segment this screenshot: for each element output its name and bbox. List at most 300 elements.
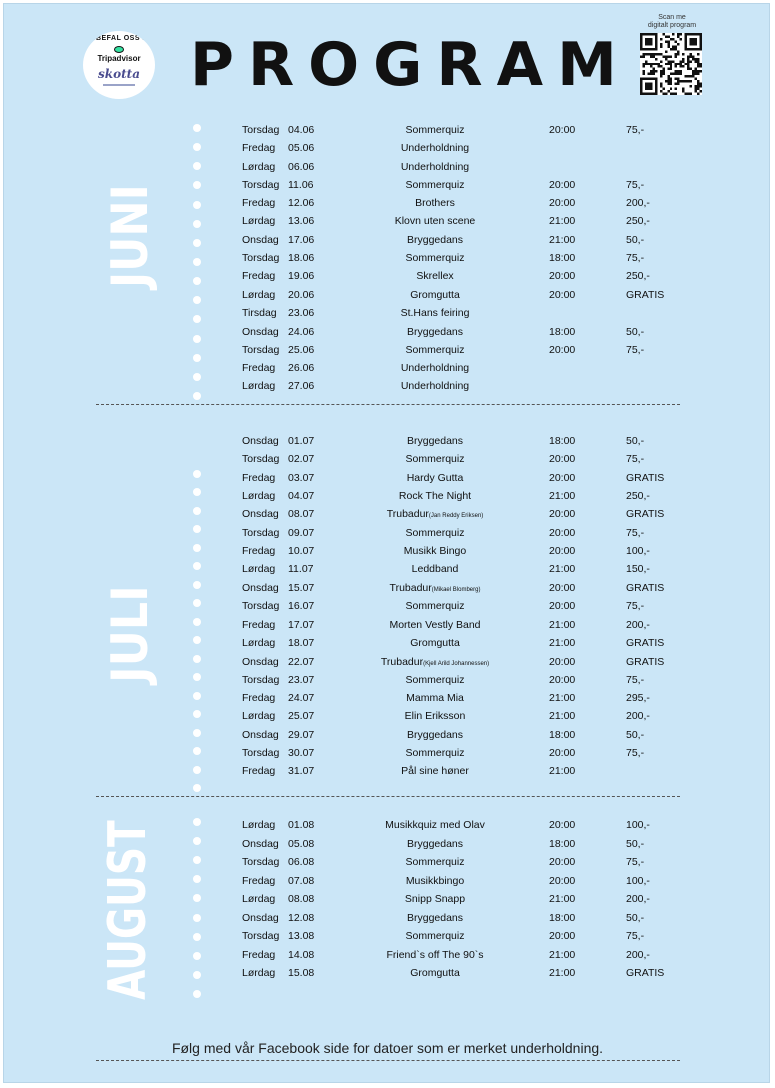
- event-name: [406, 747, 465, 759]
- event-date: 27.06: [288, 380, 315, 392]
- event-time: 21:00: [549, 765, 576, 777]
- event-title: Friend`s off The 90`s: [386, 949, 484, 961]
- logo-venue: skotta: [98, 67, 140, 81]
- table-row: [0, 527, 775, 545]
- event-time: 21:00: [549, 949, 576, 961]
- event-title: Mamma Mia: [406, 692, 464, 704]
- event-date: 15.08: [288, 967, 315, 979]
- event-price: 200,-: [626, 893, 650, 905]
- event-time: 21:00: [549, 215, 576, 227]
- event-time: 20:00: [549, 747, 576, 759]
- event-title: Pål sine høner: [401, 765, 469, 777]
- event-time: 20:00: [549, 875, 576, 887]
- event-name: [416, 270, 453, 282]
- event-date: 09.07: [288, 527, 315, 539]
- event-name: [407, 838, 463, 850]
- event-price: 100,-: [626, 545, 650, 557]
- table-row: [0, 967, 775, 985]
- event-price: 50,-: [626, 912, 645, 924]
- event-title: Leddband: [411, 563, 459, 575]
- event-title: Sommerquiz: [405, 674, 465, 686]
- logo-underline: [103, 84, 135, 86]
- event-price: 250,-: [626, 270, 650, 282]
- event-date: 13.08: [288, 930, 315, 942]
- table-row: [0, 545, 775, 563]
- event-title: Gromgutta: [410, 637, 460, 649]
- event-title: Musikk Bingo: [403, 545, 467, 557]
- event-title: Sommerquiz: [405, 453, 465, 465]
- event-date: 05.08: [288, 838, 315, 850]
- qr-code-icon[interactable]: [640, 33, 702, 95]
- tripadvisor-logo: [83, 31, 155, 99]
- event-day: Onsdag: [242, 326, 279, 338]
- event-date: 02.07: [288, 453, 315, 465]
- table-row: [0, 124, 775, 142]
- event-day: Torsdag: [242, 252, 280, 264]
- event-time: 21:00: [549, 234, 576, 246]
- event-date: 07.08: [288, 875, 315, 887]
- month-label-juli: JULI: [101, 585, 159, 683]
- event-date: 23.06: [288, 307, 315, 319]
- event-date: 15.07: [288, 582, 315, 594]
- event-date: 24.06: [288, 326, 315, 338]
- event-name: [407, 435, 463, 447]
- event-day: Fredag: [242, 197, 276, 209]
- event-title: Underholdning: [400, 362, 470, 374]
- event-price: 100,-: [626, 875, 650, 887]
- decorative-dot: [193, 990, 201, 998]
- event-title: Musikkbingo: [405, 875, 465, 887]
- event-name: [406, 856, 465, 868]
- event-time: 20:00: [549, 124, 576, 136]
- event-name: [406, 930, 465, 942]
- event-date: 06.06: [288, 161, 315, 173]
- event-price: 75,-: [626, 453, 645, 465]
- event-date: 11.07: [288, 563, 314, 575]
- event-day: Fredag: [242, 545, 276, 557]
- event-title: Trubadur: [389, 582, 432, 594]
- event-day: Onsdag: [242, 508, 279, 520]
- event-name: [405, 893, 465, 905]
- table-row: [0, 765, 775, 783]
- event-name: [401, 380, 469, 392]
- table-row: [0, 582, 775, 600]
- event-time: 21:00: [549, 893, 576, 905]
- event-time: 21:00: [549, 563, 576, 575]
- event-price: GRATIS: [626, 656, 665, 668]
- month-label-juni: JUNI: [101, 184, 159, 288]
- event-price: 150,-: [626, 563, 650, 575]
- table-row: [0, 435, 775, 453]
- event-name: [407, 472, 464, 484]
- qr-caption-line1: Scan me: [658, 14, 686, 21]
- event-title: Underholdning: [400, 380, 470, 392]
- event-name: [407, 912, 463, 924]
- month-label-august: AUGUST: [98, 820, 158, 1000]
- event-name: [401, 362, 469, 374]
- event-date: 16.07: [288, 600, 315, 612]
- logo-recommend-text: ANBEFAL OSS PÅ: [84, 35, 154, 42]
- event-title: Sommerquiz: [405, 252, 465, 264]
- table-row: [0, 747, 775, 765]
- event-day: Fredag: [242, 270, 276, 282]
- event-day: Torsdag: [242, 179, 280, 191]
- event-price: GRATIS: [626, 967, 665, 979]
- logo-brand: Tripadvisor: [97, 54, 141, 63]
- event-time: 20:00: [549, 545, 576, 557]
- event-title: Snipp Snapp: [404, 893, 466, 905]
- event-time: 20:00: [549, 453, 576, 465]
- event-name: [406, 674, 465, 686]
- event-name: [401, 765, 469, 777]
- event-name: [387, 508, 484, 520]
- event-title: Bryggedans: [406, 435, 464, 447]
- event-day: Fredag: [242, 692, 276, 704]
- table-row: [0, 637, 775, 655]
- event-day: Torsdag: [242, 124, 280, 136]
- event-time: 21:00: [549, 710, 576, 722]
- event-day: Onsdag: [242, 582, 279, 594]
- event-day: Fredag: [242, 142, 276, 154]
- month-divider: [96, 796, 680, 797]
- event-time: 20:00: [549, 582, 576, 594]
- event-time: 21:00: [549, 490, 576, 502]
- event-price: 50,-: [626, 729, 645, 741]
- event-date: 17.06: [288, 234, 315, 246]
- event-title: Rock The Night: [398, 490, 472, 502]
- event-name: [407, 729, 463, 741]
- event-date: 19.06: [288, 270, 315, 282]
- event-title: Bryggedans: [406, 234, 464, 246]
- table-row: [0, 838, 775, 856]
- event-price: 75,-: [626, 527, 645, 539]
- event-day: Onsdag: [242, 656, 279, 668]
- event-name: [410, 637, 460, 649]
- table-row: [0, 270, 775, 288]
- event-date: 17.07: [288, 619, 315, 631]
- table-row: [0, 472, 775, 490]
- table-row: [0, 875, 775, 893]
- event-name: [406, 124, 465, 136]
- table-row: [0, 453, 775, 471]
- event-date: 10.07: [288, 545, 315, 557]
- event-time: 20:00: [549, 856, 576, 868]
- table-row: [0, 179, 775, 197]
- event-price: 75,-: [626, 179, 645, 191]
- event-date: 25.07: [288, 710, 315, 722]
- event-time: 18:00: [549, 435, 576, 447]
- table-row: [0, 729, 775, 747]
- table-row: [0, 362, 775, 380]
- event-price: 75,-: [626, 252, 645, 264]
- event-day: Fredag: [242, 619, 276, 631]
- event-price: 100,-: [626, 819, 650, 831]
- decorative-dot: [193, 784, 201, 792]
- event-day: Torsdag: [242, 527, 280, 539]
- event-day: Onsdag: [242, 234, 279, 246]
- event-price: 200,-: [626, 619, 650, 631]
- event-price: 75,-: [626, 747, 645, 759]
- table-row: [0, 656, 775, 674]
- event-performer: (Mikael Blomberg): [431, 587, 481, 593]
- event-name: [389, 619, 480, 631]
- event-date: 14.08: [288, 949, 315, 961]
- event-name: [390, 582, 481, 594]
- event-date: 04.07: [288, 490, 315, 502]
- event-date: 06.08: [288, 856, 315, 868]
- event-time: 20:00: [549, 819, 576, 831]
- table-row: [0, 234, 775, 252]
- event-day: Torsdag: [242, 600, 280, 612]
- event-title: Sommerquiz: [405, 124, 465, 136]
- event-date: 05.06: [288, 142, 315, 154]
- event-price: GRATIS: [626, 637, 665, 649]
- event-title: Sommerquiz: [405, 747, 465, 759]
- event-date: 08.08: [288, 893, 315, 905]
- event-title: St.Hans feiring: [400, 307, 470, 319]
- event-name: [406, 875, 464, 887]
- event-title: Skrellex: [416, 270, 454, 282]
- event-time: 20:00: [549, 270, 576, 282]
- event-name: [406, 179, 465, 191]
- event-day: Fredag: [242, 362, 276, 374]
- event-time: 20:00: [549, 930, 576, 942]
- event-date: 13.06: [288, 215, 315, 227]
- event-day: Fredag: [242, 765, 276, 777]
- event-time: 18:00: [549, 838, 576, 850]
- event-time: 18:00: [549, 729, 576, 741]
- event-day: Fredag: [242, 472, 276, 484]
- event-date: 29.07: [288, 729, 315, 741]
- table-row: [0, 307, 775, 325]
- event-name: [381, 656, 489, 668]
- event-title: Underholdning: [400, 142, 470, 154]
- event-day: Lørdag: [242, 161, 276, 173]
- event-title: Bryggedans: [406, 729, 464, 741]
- event-price: 295,-: [626, 692, 650, 704]
- event-price: 75,-: [626, 930, 645, 942]
- event-price: GRATIS: [626, 582, 665, 594]
- event-title: Bryggedans: [406, 838, 464, 850]
- event-day: Lørdag: [242, 490, 276, 502]
- event-day: Fredag: [242, 875, 276, 887]
- event-time: 18:00: [549, 252, 576, 264]
- event-day: Onsdag: [242, 729, 279, 741]
- event-day: Torsdag: [242, 930, 280, 942]
- event-name: [386, 949, 483, 961]
- footer-note: Følg med vår Facebook side for datoer som er merket underholdning.: [171, 1040, 604, 1056]
- event-price: GRATIS: [626, 289, 665, 301]
- table-row: [0, 674, 775, 692]
- table-row: [0, 326, 775, 344]
- event-title: Trubadur: [380, 656, 424, 668]
- event-title: Bryggedans: [406, 326, 464, 338]
- event-time: 20:00: [549, 508, 576, 520]
- event-date: 26.06: [288, 362, 315, 374]
- event-name: [395, 215, 476, 227]
- event-day: Torsdag: [242, 674, 280, 686]
- event-name: [412, 563, 459, 575]
- event-name: [404, 545, 466, 557]
- event-title: Gromgutta: [410, 289, 460, 301]
- event-time: 20:00: [549, 600, 576, 612]
- event-time: 21:00: [549, 619, 576, 631]
- table-row: [0, 215, 775, 233]
- event-time: 18:00: [549, 912, 576, 924]
- event-date: 12.08: [288, 912, 315, 924]
- table-row: [0, 692, 775, 710]
- event-price: 50,-: [626, 838, 645, 850]
- event-name: [406, 600, 465, 612]
- event-title: Gromgutta: [410, 967, 460, 979]
- event-day: Tirsdag: [242, 307, 277, 319]
- table-row: [0, 619, 775, 637]
- event-time: 20:00: [549, 656, 576, 668]
- event-name: [405, 710, 466, 722]
- event-date: 12.06: [288, 197, 315, 209]
- event-time: 20:00: [549, 289, 576, 301]
- footer-divider: [96, 1060, 680, 1061]
- event-day: Torsdag: [242, 747, 280, 759]
- event-name: [407, 234, 463, 246]
- event-price: 50,-: [626, 435, 645, 447]
- event-day: Lørdag: [242, 637, 276, 649]
- event-name: [399, 490, 471, 502]
- event-time: 20:00: [549, 674, 576, 686]
- event-day: Fredag: [242, 949, 276, 961]
- table-row: [0, 490, 775, 508]
- event-title: Sommerquiz: [405, 600, 465, 612]
- event-name: [415, 197, 455, 209]
- event-date: 01.07: [288, 435, 315, 447]
- qr-caption-line2: digitalt program: [647, 22, 697, 29]
- event-title: Musikkquiz med Olav: [385, 819, 485, 831]
- event-date: 18.06: [288, 252, 315, 264]
- event-time: 20:00: [549, 179, 576, 191]
- event-day: Lørdag: [242, 710, 276, 722]
- table-row: [0, 197, 775, 215]
- event-price: 75,-: [626, 674, 645, 686]
- event-price: 50,-: [626, 234, 645, 246]
- event-time: 18:00: [549, 326, 576, 338]
- event-price: 75,-: [626, 344, 645, 356]
- month-divider: [96, 404, 680, 405]
- event-name: [410, 289, 460, 301]
- owl-icon: [114, 46, 124, 53]
- event-title: Hardy Gutta: [406, 472, 464, 484]
- event-day: Lørdag: [242, 819, 276, 831]
- event-price: 50,-: [626, 326, 645, 338]
- event-price: 75,-: [626, 124, 645, 136]
- event-title: Brothers: [415, 197, 455, 209]
- event-price: 200,-: [626, 949, 650, 961]
- event-title: Sommerquiz: [405, 856, 465, 868]
- event-name: [401, 142, 469, 154]
- event-day: Torsdag: [242, 344, 280, 356]
- event-date: 24.07: [288, 692, 315, 704]
- event-price: 200,-: [626, 197, 650, 209]
- table-row: [0, 893, 775, 911]
- event-name: [385, 819, 485, 831]
- event-name: [407, 326, 463, 338]
- event-title: Trubadur: [386, 508, 429, 520]
- event-performer: (Kjell Arild Johannessen): [423, 661, 490, 667]
- event-price: 250,-: [626, 215, 650, 227]
- event-name: [406, 527, 465, 539]
- event-name: [406, 453, 465, 465]
- event-name: [401, 161, 469, 173]
- event-date: 20.06: [288, 289, 315, 301]
- table-row: [0, 600, 775, 618]
- event-name: [401, 307, 470, 319]
- event-day: Lørdag: [242, 289, 276, 301]
- event-title: Sommerquiz: [405, 344, 465, 356]
- event-date: 25.06: [288, 344, 315, 356]
- event-price: 200,-: [626, 710, 650, 722]
- event-day: Torsdag: [242, 453, 280, 465]
- event-day: Onsdag: [242, 435, 279, 447]
- event-date: 03.07: [288, 472, 315, 484]
- qr-caption: [634, 14, 710, 30]
- event-title: Sommerquiz: [405, 930, 465, 942]
- event-date: 22.07: [288, 656, 315, 668]
- table-row: [0, 819, 775, 837]
- event-date: 30.07: [288, 747, 315, 759]
- event-time: 21:00: [549, 967, 576, 979]
- table-row: [0, 710, 775, 728]
- event-time: 20:00: [549, 197, 576, 209]
- event-name: [406, 344, 465, 356]
- table-row: [0, 252, 775, 270]
- table-row: [0, 912, 775, 930]
- table-row: [0, 508, 775, 526]
- event-price: 75,-: [626, 856, 645, 868]
- event-date: 01.08: [288, 819, 315, 831]
- event-date: 11.06: [288, 179, 314, 191]
- table-row: [0, 930, 775, 948]
- event-day: Onsdag: [242, 912, 279, 924]
- event-date: 31.07: [288, 765, 315, 777]
- event-day: Lørdag: [242, 380, 276, 392]
- table-row: [0, 142, 775, 160]
- event-title: Bryggedans: [406, 912, 464, 924]
- table-row: [0, 856, 775, 874]
- event-price: 75,-: [626, 600, 645, 612]
- event-title: Sommerquiz: [405, 527, 465, 539]
- table-row: [0, 344, 775, 362]
- event-title: Underholdning: [400, 161, 470, 173]
- table-row: [0, 161, 775, 179]
- event-day: Lørdag: [242, 967, 276, 979]
- table-row: [0, 289, 775, 307]
- event-performer: (Jan Reddy Eriksen): [428, 513, 484, 519]
- event-name: [406, 252, 465, 264]
- event-price: GRATIS: [626, 472, 665, 484]
- event-date: 18.07: [288, 637, 315, 649]
- table-row: [0, 380, 775, 398]
- event-date: 23.07: [288, 674, 315, 686]
- event-title: Sommerquiz: [405, 179, 465, 191]
- event-title: Elin Eriksson: [404, 710, 466, 722]
- event-day: Torsdag: [242, 856, 280, 868]
- event-day: Lørdag: [242, 563, 276, 575]
- event-price: GRATIS: [626, 508, 665, 520]
- event-time: 21:00: [549, 692, 576, 704]
- event-day: Lørdag: [242, 215, 276, 227]
- event-day: Lørdag: [242, 893, 276, 905]
- event-price: 250,-: [626, 490, 650, 502]
- table-row: [0, 949, 775, 967]
